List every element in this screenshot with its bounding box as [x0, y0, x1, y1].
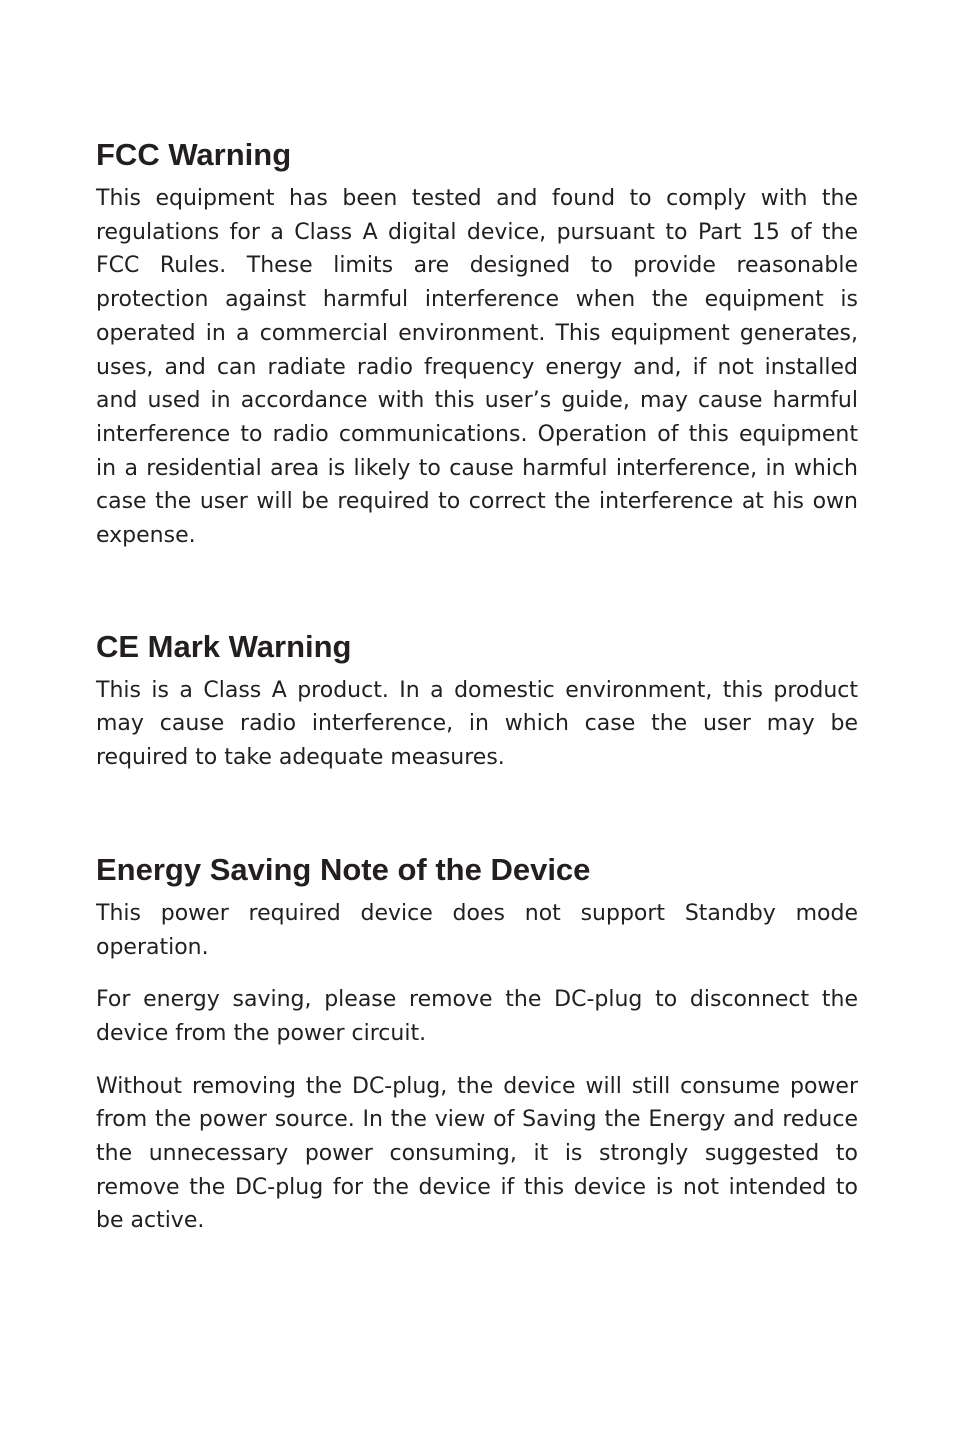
energy-saving-heading: Energy Saving Note of the Device — [96, 851, 591, 887]
fcc-warning-heading: FCC Warning — [96, 137, 292, 172]
energy-saving-paragraph-2: For energy saving, please remove the DC-plug to disconnect the device from the power circuit. — [96, 987, 858, 1046]
document-page — [96, 136, 858, 1238]
energy-saving-section — [96, 851, 858, 1238]
ce-mark-warning-body: This is a Class A product. In a domestic environment, this product may cause radio interference, in which case the user may be required to take adequate measures. — [96, 677, 858, 771]
ce-mark-warning-heading: CE Mark Warning — [96, 628, 352, 664]
energy-saving-paragraph-3: Without removing the DC-plug, the device will still consume power from the power source. In the view of Saving the Energy and reduce the unnecessary power consuming, it is strongly suggested to remove the DC-plug for the device if this device is not intended to be active. — [96, 1073, 858, 1234]
ce-mark-warning-section — [96, 628, 858, 775]
fcc-warning-section — [96, 136, 858, 553]
energy-saving-paragraph-1: This power required device does not support Standby mode operation. — [96, 900, 858, 960]
fcc-warning-body: This equipment has been tested and found to comply with the regulations for a Class A digital device, pursuant to Part 15 of the FCC Rules. These limits are designed to provide reasonable protection against harmful interference when the equipment is operated in a commercial environment. This equipment generates, uses, and can radiate radio frequency energy and, if not installed and used in accordance with this user’s guide, may cause harmful interference to radio communications. Operation of this equipment in a residential area is likely to cause harmful interference, in which case the user will be required to correct the interference at his own expense. — [96, 186, 858, 549]
